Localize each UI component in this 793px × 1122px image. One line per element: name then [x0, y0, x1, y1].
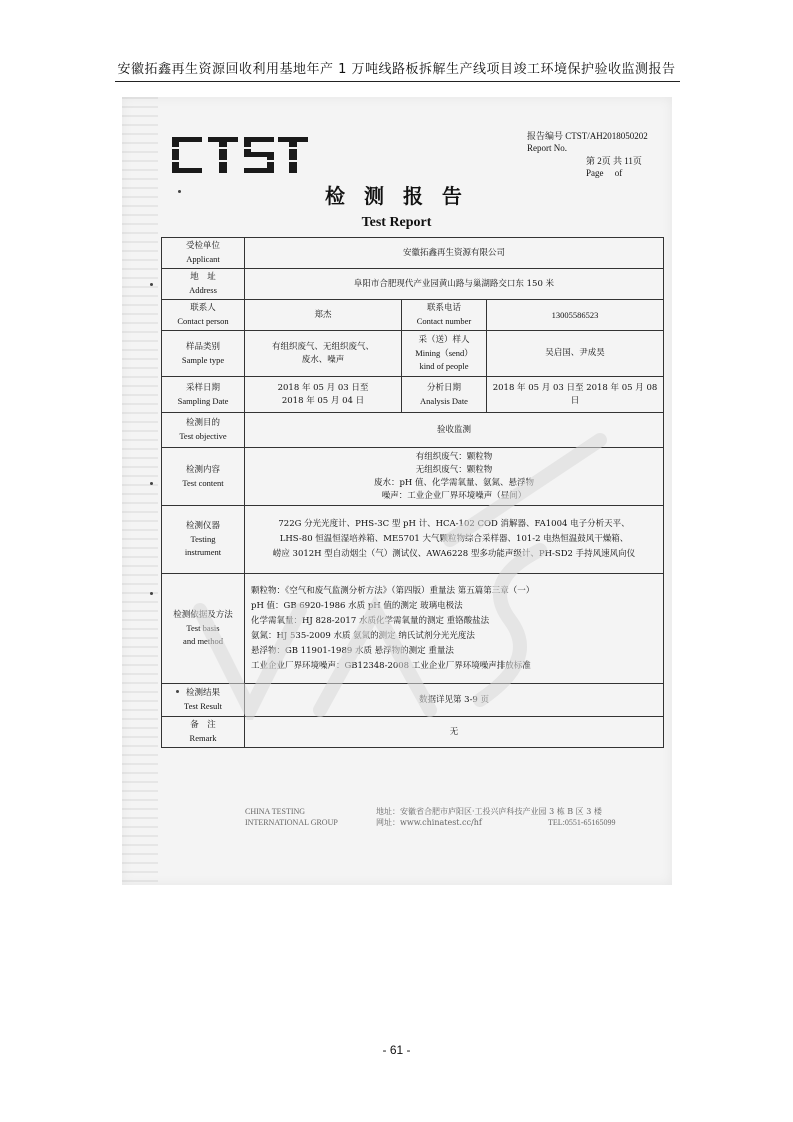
phone-value: 13005586523 [487, 300, 664, 331]
header-divider [115, 81, 680, 82]
scan-speck [150, 482, 153, 485]
report-number [527, 130, 648, 154]
applicant-label: 受检单位 Applicant [162, 238, 245, 269]
sampler-value: 吴启国、尹成昊 [487, 331, 664, 377]
row-dates [162, 377, 664, 413]
row-basis [162, 574, 664, 684]
row-applicant [162, 238, 664, 269]
page-info-cn: 第 2页 共 11页 [586, 156, 642, 166]
row-sample [162, 331, 664, 377]
result-value: 数据详见第 3-9 页 [245, 684, 664, 717]
footer-website: 网址：www.chinatest.cc/hf [376, 818, 482, 827]
scan-speck [150, 592, 153, 595]
ctst-logo [170, 133, 310, 177]
sample-label: 样品类别 Sample type [162, 331, 245, 377]
report-number-cn: 报告编号 CTST/AH2018050202 [527, 131, 648, 141]
report-title-cn: 检 测 报 告 [325, 184, 468, 208]
address-label: 地 址 Address [162, 269, 245, 300]
row-address [162, 269, 664, 300]
content-label: 检测内容 Test content [162, 448, 245, 506]
report-info-table [161, 237, 664, 748]
sampling-date-label: 采样日期 Sampling Date [162, 377, 245, 413]
basis-label: 检测依据及方法 Test basis and method [162, 574, 245, 684]
contact-label: 联系人 Contact person [162, 300, 245, 331]
result-label: 检测结果 Test Result [162, 684, 245, 717]
page-info-en: Page of [586, 168, 623, 178]
row-remark [162, 717, 664, 748]
basis-value: 颗粒物：《空气和废气监测分析方法》（第四版）重量法 第五篇第三章（一） pH 值：GB 6920-1986 水质 pH 值的测定 玻璃电极法 化学需氧量：HJ 828-2017 水质化学需氧量的测定 重铬酸盐法 氨氮：HJ 535-2009 水质 氨氮的测定 纳氏试剂分光光度法 悬浮物：GB 11901-1989 水质 悬浮物的测定 重量法 工业企业厂界环境噪声：GB12348-2008 工业企业厂界环境噪声排放标准 [245, 574, 664, 684]
sampling-date-value: 2018 年 05 月 03 日至 2018 年 05 月 04 日 [245, 377, 402, 413]
scan-speck [178, 190, 181, 193]
content-value: 有组织废气：颗粒物 无组织废气：颗粒物 废水：pH 值、化学需氧量、氨氮、悬浮物 噪声：工业企业厂界环境噪声（昼间） [245, 448, 664, 506]
scan-speck [176, 690, 179, 693]
analysis-date-value: 2018 年 05 月 03 日至 2018 年 05 月 08 日 [487, 377, 664, 413]
scan-speck [150, 283, 153, 286]
contact-value: 郑杰 [245, 300, 402, 331]
report-number-en: Report No. [527, 143, 567, 153]
applicant-value: 安徽拓鑫再生资源有限公司 [245, 238, 664, 269]
phone-label: 联系电话 Contact number [402, 300, 487, 331]
sample-value: 有组织废气、无组织废气、 废水、噪声 [245, 331, 402, 377]
analysis-date-label: 分析日期 Analysis Date [402, 377, 487, 413]
objective-label: 检测目的 Test objective [162, 413, 245, 448]
page-number: - 61 - [382, 1043, 411, 1057]
row-instrument [162, 506, 664, 574]
remark-value: 无 [245, 717, 664, 748]
row-objective [162, 413, 664, 448]
footer-address: 地址：安徽省合肥市庐阳区·工投兴庐科技产业园 3 栋 B 区 3 楼 [376, 807, 602, 816]
row-content [162, 448, 664, 506]
row-result [162, 684, 664, 717]
objective-value: 验收监测 [245, 413, 664, 448]
sampler-label: 采（送）样人 Mining（send） kind of people [402, 331, 487, 377]
instrument-value: 722G 分光光度计、PHS-3C 型 pH 计、HCA-102 COD 消解器、FA1004 电子分析天平、 LHS-80 恒温恒湿培养箱、ME5701 大气颗粒物综合采样器、101-2 电热恒温鼓风干燥箱、 崂应 3012H 型自动烟尘（气）测试仪、AWA6228 型多功能声级计、PH-SD2 手持风速风向仪 [245, 506, 664, 574]
document-header-title: 安徽拓鑫再生资源回收利用基地年产 1 万吨线路板拆解生产线项目竣工环境保护验收监测报告 [117, 62, 676, 77]
row-contact [162, 300, 664, 331]
report-title-en: Test Report [361, 215, 432, 230]
instrument-label: 检测仪器 Testing instrument [162, 506, 245, 574]
address-value: 阜阳市合肥现代产业园黄山路与巢湖路交口东 150 米 [245, 269, 664, 300]
footer-company: CHINA TESTING INTERNATIONAL GROUP [245, 807, 338, 827]
footer-tel: TEL:0551-65165099 [548, 818, 616, 827]
remark-label: 备 注 Remark [162, 717, 245, 748]
page-info [586, 155, 642, 179]
